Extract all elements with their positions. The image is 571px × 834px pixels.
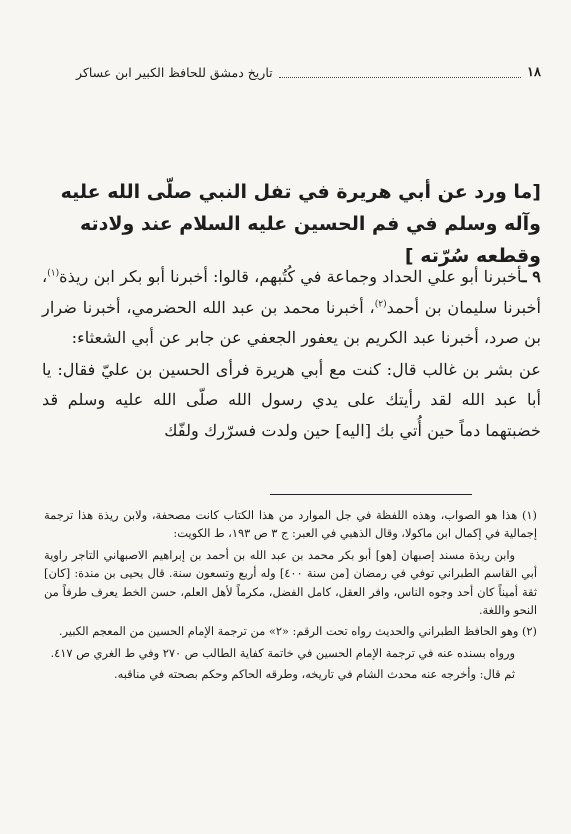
isnad-part-2: ، أخبرنا سليمان بن أحمد: [42, 267, 541, 317]
footnote-2-continued: ورواه بسنده عنه في ترجمة الإمام الحسين في خاتمة كفاية الطالب ص ٢٧٠ وفي ط الغري ص ٤١٧.: [50, 645, 515, 660]
header-dot-leader: [279, 67, 521, 78]
footnote-1: (١) هذا هو الصواب، وهذه اللفظة في جل الموارد من هذا الكتاب كانت مصحفة، ولابن ريذة هذا ترجمة إجمالية في إكمال ابن ماكولا، وقال الذهبي في العبر: ج ٣ ص ١٩٣، ط الكويت:: [44, 508, 537, 541]
footnote-ref-1[interactable]: (١): [47, 268, 60, 279]
isnad-part-3: ، أخبرنا محمد بن عبد الله الحضرمي، أخبرنا ضرار بن صرد، أخبرنا عبد الكريم بن يعفور الجعفي عن جابر عن أبي الشعثاء:: [42, 297, 541, 348]
book-title: تاريخ دمشق للحافظ الكبير ابن عساكر: [76, 64, 273, 80]
footnote-2-end: ثم قال: وأخرجه عنه محدث الشام في تاريخه، وطرقه الحاكم وحكم بصحته في مناقبه.: [114, 667, 515, 682]
footnotes: [44, 506, 537, 687]
hadith-number: ٩ ـ: [521, 267, 541, 286]
main-text: [42, 262, 541, 447]
matn-paragraph: عن بشر بن غالب قال: كنت مع أبي هريرة فرأى الحسين بن عليّ فقال: يا أبا عبد الله لقد رأيتك على يدي رسول الله صلّى الله عليه وسلم قد خضبتهما دماً حين أُتي بك [اليه] حين ولدت فسرّرك ولفّك: [42, 359, 541, 440]
running-header: [76, 62, 541, 82]
footnote-2: (٢) وهو الحافظ الطبراني والحديث رواه تحت الرقم: «٢» من ترجمة الإمام الحسين من المعجم الكبير.: [58, 624, 537, 639]
footnote-divider: [270, 494, 472, 495]
hadith-paragraph-9: [42, 262, 541, 354]
page-number: ١٨: [527, 64, 541, 80]
isnad-part-1: أخبرنا أبو علي الحداد وجماعة في كُتُبهم، قالوا: أخبرنا أبو بكر ابن ريذة: [59, 267, 522, 286]
chapter-title: [ما ورد عن أبي هريرة في تفل النبي صلّى الله عليه وآله وسلم في فم الحسين عليه السلام عند ولادته وقطعه سُرّته ]: [60, 181, 541, 267]
footnote-ref-2[interactable]: (٢): [374, 299, 387, 310]
footnote-1-continued: وابن ريذة مسند إصبهان [هو] أبو بكر محمد بن عبد الله بن أحمد بن إبراهيم الاصبهاني التاجر راوية أبي القاسم الطبراني توفي في رمضان [من سنة ٤٠٠] وله أربع وتسعون سنة. قال يحيى بن مندة: [كان] ثقة أميناً كان أحد وجوه الناس، وافر العقل، كامل الفضل، مكرماً لأهل العلم، حسن الخط يعرف طرفاً من النحو واللغة.: [44, 547, 538, 618]
